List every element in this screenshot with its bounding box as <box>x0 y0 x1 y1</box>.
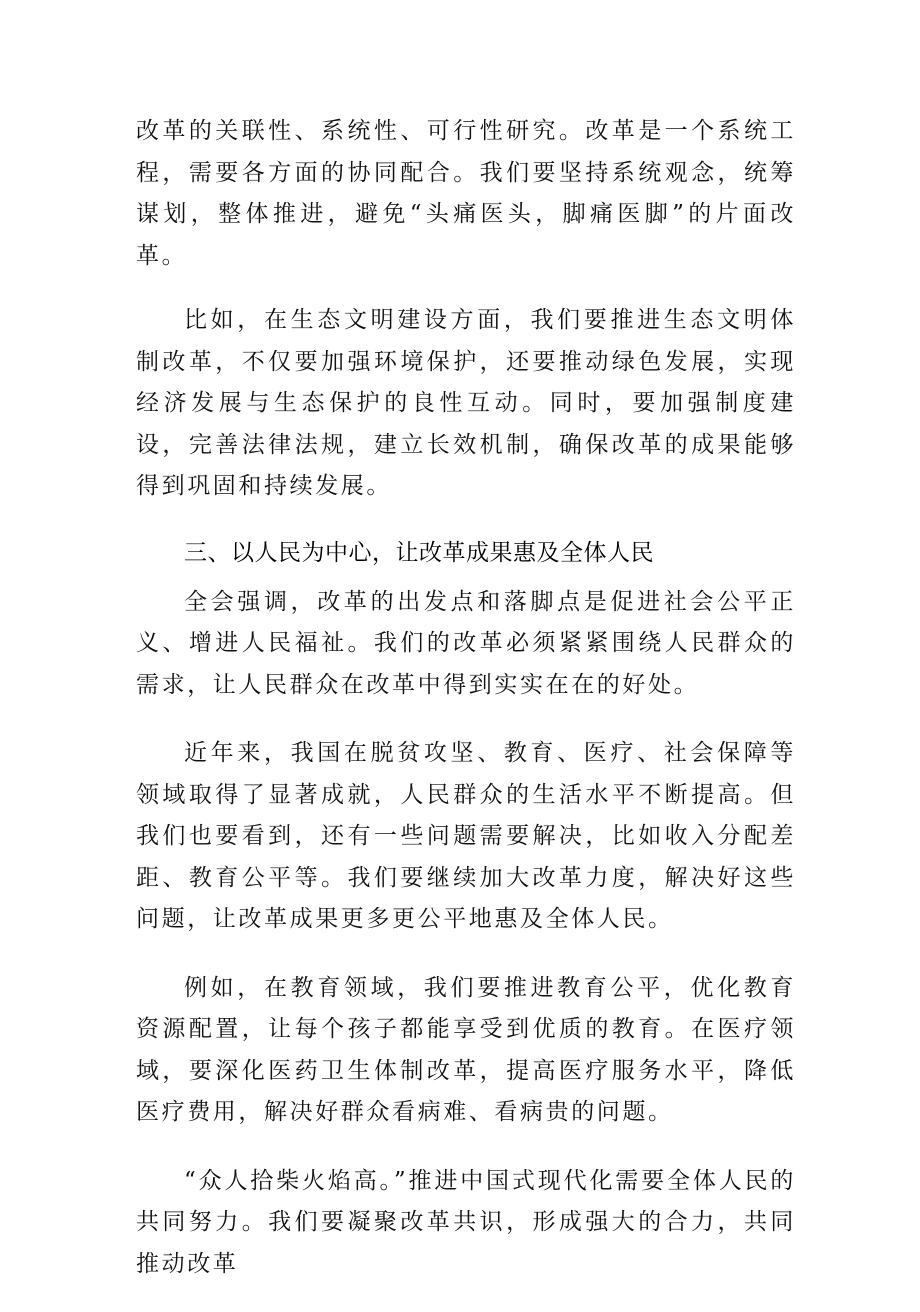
paragraph-recent-years: 近年来，我国在脱贫攻坚、教育、医疗、社会保障等领域取得了显著成就，人民群众的生活水平不断提高。但我们也要看到，还有一些问题需要解决，比如收入分配差距、教育公平等。我们要继续加大改革力度，解决好这些问题，让改革成果更多更公平地惠及全体人民。 <box>136 740 796 932</box>
paragraph-continued: 改革的关联性、系统性、可行性研究。改革是一个系统工程，需要各方面的协同配合。我们要坚持系统观念，统筹谋划，整体推进，避免“头痛医头，脚痛医脚”的片面改革。 <box>136 118 796 269</box>
section-heading: 三、以人民为中心，让改革成果惠及全体人民 <box>184 539 654 566</box>
paragraph-ecology-example: 比如，在生态文明建设方面，我们要推进生态文明体制改革，不仅要加强环境保护，还要推动绿色发展，实现经济发展与生态保护的良性互动。同时，要加强制度建设，完善法律法规，建立长效机制，确保改革的成果能够得到巩固和持续发展。 <box>136 307 796 499</box>
paragraph-education-medical: 例如，在教育领域，我们要推进教育公平，优化教育资源配置，让每个孩子都能享受到优质的教育。在医疗领域，要深化医药卫生体制改革，提高医疗服务水平，降低医疗费用，解决好群众看病难、看病贵的问题。 <box>136 974 796 1125</box>
paragraph-plenary-emphasis: 全会强调，改革的出发点和落脚点是促进社会公平正义、增进人民福祉。我们的改革必须紧紧围绕人民群众的需求，让人民群众在改革中得到实实在在的好处。 <box>136 588 796 698</box>
document-body <box>136 111 796 1312</box>
paragraph-collective-effort: “众人拾柴火焰高。”推进中国式现代化需要全体人民的共同努力。我们要凝聚改革共识，形成强大的合力，共同推动改革 <box>136 1167 796 1277</box>
